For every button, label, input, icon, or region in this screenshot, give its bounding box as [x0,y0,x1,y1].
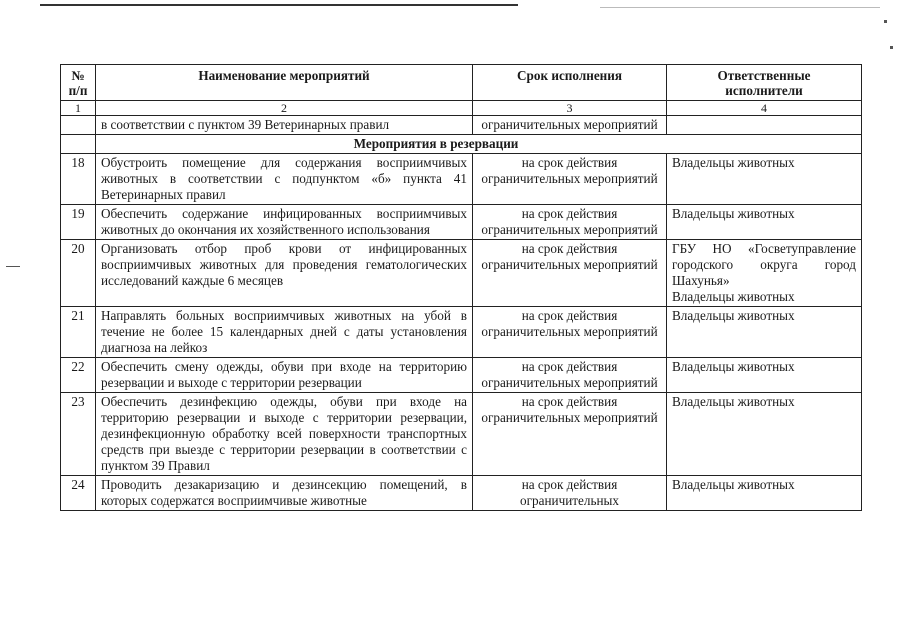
column-number: 2 [96,101,473,116]
table-row [61,154,862,205]
scan-speck [890,46,893,49]
scan-speck [884,20,887,23]
row-executors: Владельцы животных [667,393,862,476]
column-number: 1 [61,101,96,116]
row-name: Проводить дезакаризацию и дезинсекцию помещений, в которых содержатся восприимчивые животные [96,476,473,511]
row-num: 22 [61,358,96,393]
top-scan-line-faint [600,7,880,8]
row-num: 19 [61,205,96,240]
row-executors: Владельцы животных [667,205,862,240]
measures-table [60,64,862,511]
header-term: Срок исполнения [473,65,667,101]
scan-speck [6,266,20,267]
table-row [61,240,862,307]
row-name: Обустроить помещение для содержания восприимчивых животных в соответствии с подпунктом «б» пункта 41 Ветеринарных правил [96,154,473,205]
table-row [61,393,862,476]
row-name: в соответствии с пунктом 39 Ветеринарных правил [96,116,473,135]
row-term: на срок действия ограничительных мероприятий [473,307,667,358]
header-name: Наименование мероприятий [96,65,473,101]
row-term: на срок действия ограничительных [473,476,667,511]
table-row [61,205,862,240]
top-scan-line [40,4,518,6]
row-term: на срок действия ограничительных мероприятий [473,240,667,307]
row-num: 24 [61,476,96,511]
row-term: на срок действия ограничительных мероприятий [473,154,667,205]
header-num: № п/п [61,65,96,101]
row-name: Направлять больных восприимчивых животных на убой в течение не более 15 календарных дней с даты установления диагноза на лейкоз [96,307,473,358]
row-num: 23 [61,393,96,476]
row-executors: Владельцы животных [667,154,862,205]
continuation-row [61,116,862,135]
row-num: 20 [61,240,96,307]
section-row [61,135,862,154]
header-executors: Ответственные исполнители [667,65,862,101]
row-term: ограничительных мероприятий [473,116,667,135]
header-row [61,65,862,101]
row-executors-secondary: Владельцы животных [672,289,795,304]
column-number: 3 [473,101,667,116]
row-name: Обеспечить дезинфекцию одежды, обуви при входе на территорию резервации и выходе с территории резервации, дезинфекционную обработку всей поверхности транспортных средств при выезде с территории резервации в соответствии с пунктом 39 Правил [96,393,473,476]
row-executors [667,116,862,135]
row-name: Обеспечить смену одежды, обуви при входе на территорию резервации и выходе с территории резервации [96,358,473,393]
section-num-cell [61,135,96,154]
row-executors: Владельцы животных [667,307,862,358]
row-num: 21 [61,307,96,358]
column-number: 4 [667,101,862,116]
row-term: на срок действия ограничительных мероприятий [473,393,667,476]
row-name: Обеспечить содержание инфицированных восприимчивых животных до окончания их хозяйственного использования [96,205,473,240]
row-executors: ГБУ НО «Госветуправление городского округа город Шахунья» [672,241,856,288]
row-executors: Владельцы животных [667,358,862,393]
table-row [61,307,862,358]
table-row [61,358,862,393]
row-term: на срок действия ограничительных мероприятий [473,205,667,240]
row-term: на срок действия ограничительных мероприятий [473,358,667,393]
row-executors: Владельцы животных [667,476,862,511]
row-num [61,116,96,135]
table-row [61,476,862,511]
section-title: Мероприятия в резервации [96,135,862,154]
column-number-row [61,101,862,116]
row-executors-cell [667,240,862,307]
row-num: 18 [61,154,96,205]
row-name: Организовать отбор проб крови от инфицированных восприимчивых животных для проведения гематологических исследований каждые 6 месяцев [96,240,473,307]
